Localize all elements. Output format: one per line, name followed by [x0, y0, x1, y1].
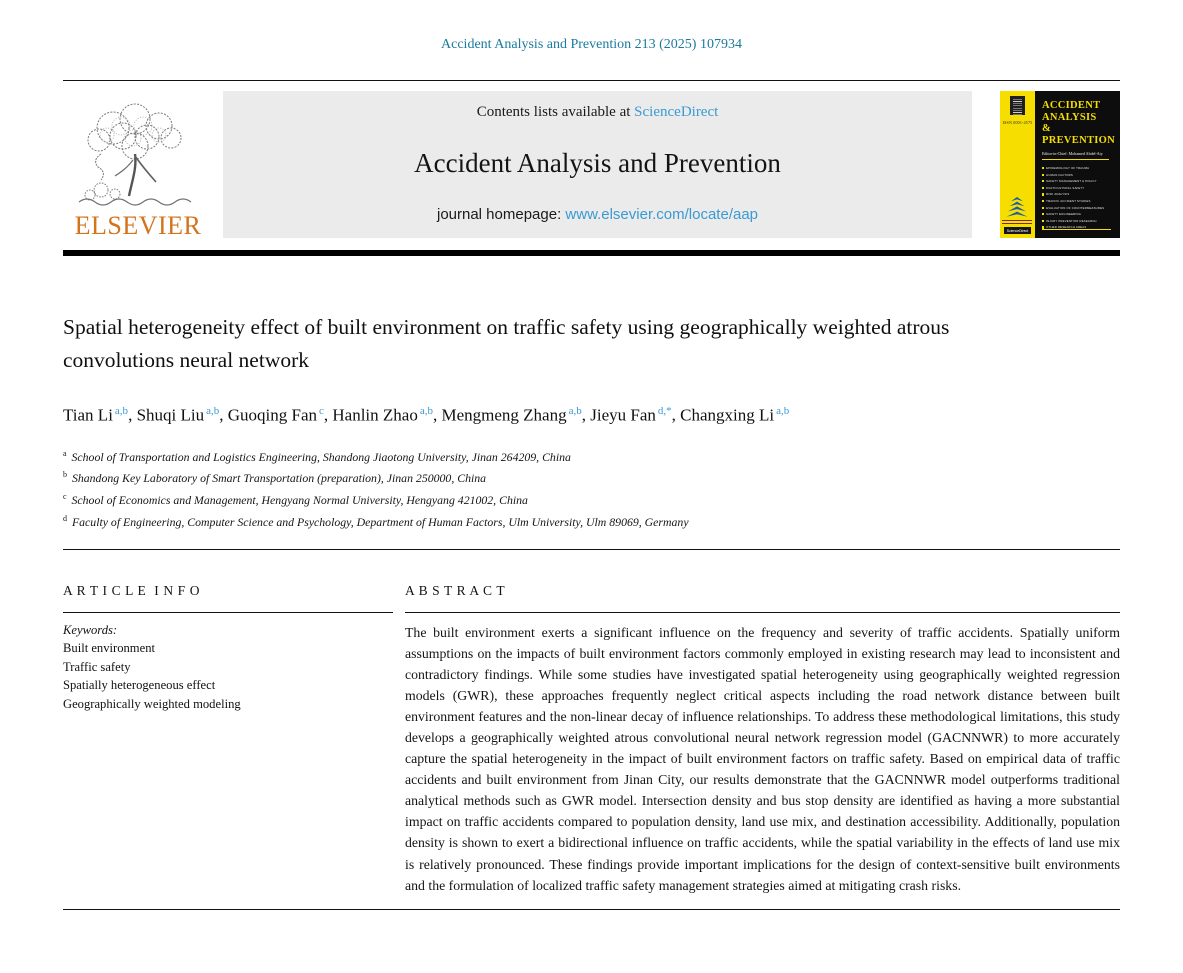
- keyword-item: Traffic safety: [63, 659, 131, 674]
- cover-topic-bullet: [1042, 193, 1044, 195]
- cover-topic-bullet: [1042, 187, 1044, 189]
- bottom-rule: [63, 909, 1120, 910]
- cover-sciencedirect-badge: ScienceDirect: [1004, 227, 1032, 234]
- author-affil-sup: a,b: [206, 405, 220, 417]
- cover-publisher-box: [1010, 96, 1025, 115]
- header-bottom-bar: [63, 250, 1120, 256]
- author-affil-sup: d,*: [657, 405, 672, 417]
- affiliation-sup: b: [63, 470, 67, 480]
- author-affil-sup: a,b: [568, 405, 582, 417]
- cover-yellow-band: [1000, 91, 1035, 238]
- author-name: Tian Li: [63, 405, 113, 425]
- abstract-column: [405, 550, 1120, 896]
- cover-title-line: PREVENTION: [1041, 134, 1115, 146]
- cover-topic-row: [1042, 179, 1115, 183]
- abstract-text: The built environment exerts a significant influence on the frequency and severity of traffic accidents. Spatially uniform assumptions on the impacts of built environment factors commonly employed in existing research may lead to inconsistent and contradictory findings. While some studies have investigated spatial heterogeneity using geographically weighted regression models (GWR), these approaches frequently neglect critical aspects including the road network distance between built environment features and the non-linear decay of influence relationships. To address these methodological limitations, this study develops a geographically weighted atrous convolutional neural network regression model (GACNNWR) to more accurately capture the spatial heterogeneity in the impact of built environment factors on traffic safety. Based on empirical data of traffic accidents and built environment from Jinan City, our results demonstrate that the GACNNWR model outperforms traditional analytical methods such as GWR model. Intersection density and bus stop density are identified as having a more substantial impact on traffic accidents compared to population density, land use mix, and destination accessibility. Additionally, population density is shown to exert a bidirectional influence on traffic accidents, while the spatial variability in the effects of land use mix is relatively pronounced. These findings provide important implications for the design of context-sensitive built environments and the formulation of localized traffic safety management strategies aimed at mitigating crash risks.: [405, 624, 1120, 893]
- cover-topic-bullet: [1042, 213, 1044, 215]
- cover-topic-bullet: [1042, 220, 1044, 222]
- contents-line: [223, 104, 972, 121]
- cover-topic-text: SAFETY MANAGEMENT & POLICY: [1046, 179, 1097, 184]
- cover-topic-row: [1042, 192, 1115, 196]
- cover-topic-bullet: [1042, 226, 1044, 228]
- journal-cover-thumbnail: [1000, 91, 1120, 238]
- author-name: Shuqi Liu: [136, 405, 205, 425]
- keywords-block: [63, 621, 393, 714]
- journal-header: [63, 91, 1120, 238]
- cover-topic-text: TRAFFIC ACCIDENT STUDIES: [1046, 199, 1091, 204]
- journal-title: Accident Analysis and Prevention: [414, 148, 781, 178]
- homepage-line-text: journal homepage:: [436, 206, 566, 223]
- cover-topic-row: [1042, 186, 1115, 190]
- affiliation-row: [63, 445, 1120, 467]
- author-name: Changxing Li: [680, 405, 775, 425]
- cover-topic-text: HUMAN FACTORS: [1046, 172, 1073, 177]
- affiliations-block: [63, 445, 1120, 532]
- cover-chevron-tree-icon: [1004, 196, 1030, 218]
- contents-line-text: Contents lists available at: [476, 104, 635, 120]
- elsevier-wordmark: ELSEVIER: [74, 211, 202, 240]
- cover-issn: ISSN 0001-4575: [1002, 120, 1033, 125]
- cover-fine-print-line: [1002, 220, 1032, 222]
- cover-topic-row: [1042, 173, 1115, 177]
- cover-topic-text: RISK ANALYSIS: [1046, 192, 1070, 197]
- affiliation-sup: c: [63, 492, 67, 502]
- info-abstract-columns: [63, 550, 1120, 896]
- affiliation-text: Shandong Key Laboratory of Smart Transportation (preparation), Jinan 250000, China: [69, 471, 487, 486]
- affiliation-row: [63, 466, 1120, 488]
- journal-banner: [223, 91, 972, 238]
- affiliation-text: School of Economics and Management, Hengyang Normal University, Hengyang 421002, China: [68, 493, 528, 508]
- affiliation-sup: a: [63, 448, 67, 458]
- cover-topic-bullet: [1042, 174, 1044, 176]
- cover-editor-line: Editor-in-Chief: Mohamed Abdel-Aty: [1041, 151, 1103, 156]
- author-name: Guoqing Fan: [227, 405, 317, 425]
- sciencedirect-link[interactable]: ScienceDirect: [634, 104, 719, 120]
- cover-title-line: ACCIDENT: [1041, 100, 1101, 111]
- affiliation-row: [63, 510, 1120, 532]
- affiliation-row: [63, 488, 1120, 510]
- affiliation-sup: d: [63, 513, 67, 523]
- affiliation-text: Faculty of Engineering, Computer Science and Psychology, Department of Human Factors, Ulm University, Ulm 89069, Germany: [69, 514, 689, 529]
- elsevier-tree-icon: [71, 102, 205, 212]
- cover-fine-print-line: [1002, 223, 1032, 225]
- keywords-list: [63, 639, 393, 713]
- author-name: Hanlin Zhao: [332, 405, 418, 425]
- cover-topic-row: [1042, 206, 1115, 210]
- cover-topic-text: SAFETY ENGINEERING: [1046, 212, 1081, 217]
- cover-topic-row: [1042, 212, 1115, 216]
- journal-citation-link[interactable]: Accident Analysis and Prevention 213 (2025) 107934: [441, 37, 742, 52]
- keyword-item: Geographically weighted modeling: [63, 696, 241, 711]
- homepage-line: [223, 206, 972, 223]
- affiliation-text: School of Transportation and Logistics Engineering, Shandong Jiaotong University, Jinan 264209, China: [68, 449, 571, 464]
- page-content: [63, 0, 1120, 910]
- author-name: Mengmeng Zhang: [441, 405, 567, 425]
- cover-topic-bullet: [1042, 200, 1044, 202]
- cover-topic-row: [1042, 166, 1115, 170]
- abstract-rule: [405, 612, 1120, 613]
- cover-topic-text: OTHER RESEARCH AREAS: [1046, 225, 1087, 230]
- cover-topic-bullet: [1042, 207, 1044, 209]
- top-rule: [63, 80, 1120, 81]
- author-affil-sup: a,b: [114, 405, 129, 417]
- cover-topic-row: [1042, 219, 1115, 223]
- keyword-item: Spatially heterogeneous effect: [63, 678, 216, 693]
- cover-topics-list: [1042, 164, 1115, 230]
- cover-black-area: [1035, 91, 1120, 238]
- authors-line: Tian Li $^{a,b}$, Shuqi Liu $^{a,b}$, Guoqing Fan $^c$, Hanlin Zhao $^{a,b}$, Mengmeng Zhang $^{a,b}$, Jieyu Fan $^{d,*}$, Changxing Li $^{a,b}$: [63, 405, 790, 425]
- article-info-column: [63, 550, 393, 896]
- cover-title-line: &: [1041, 123, 1052, 134]
- cover-topic-row: [1042, 199, 1115, 203]
- keyword-item: Built environment: [63, 641, 155, 656]
- cover-journal-title: [1042, 100, 1115, 146]
- article-info-rule: [63, 612, 393, 613]
- cover-topic-text: EVALUATION OF COUNTERMEASURES: [1046, 205, 1105, 210]
- cover-topic-text: INJURY PREVENTION RESEARCH: [1046, 218, 1097, 223]
- abstract-heading: A B S T R A C T: [405, 582, 506, 598]
- cover-topic-text: EPIDEMIOLOGY OF TRAUMA: [1046, 166, 1090, 171]
- cover-bottom-rule: [1042, 229, 1111, 230]
- paper-title: Spatial heterogeneity effect of built environment on traffic safety using geographically weighted atrous convolutions neural network: [63, 315, 950, 372]
- cover-topic-bullet: [1042, 180, 1044, 182]
- keywords-label: Keywords:: [63, 622, 118, 637]
- author-affil-sup: c: [319, 405, 324, 417]
- author-affil-sup: a,b: [776, 405, 790, 417]
- author-name: Jieyu Fan: [590, 405, 656, 425]
- cover-editor-rule: [1042, 159, 1109, 160]
- journal-homepage-link[interactable]: www.elsevier.com/locate/aap: [565, 206, 759, 223]
- cover-topic-text: MULTICULTURAL SAFETY: [1046, 185, 1085, 190]
- elsevier-logo: [63, 91, 213, 238]
- author-affil-sup: a,b: [419, 405, 433, 417]
- cover-title-line: ANALYSIS: [1041, 111, 1097, 123]
- article-info-heading: A R T I C L E I N F O: [63, 582, 201, 598]
- cover-topic-bullet: [1042, 167, 1044, 169]
- journal-citation: [63, 0, 1120, 53]
